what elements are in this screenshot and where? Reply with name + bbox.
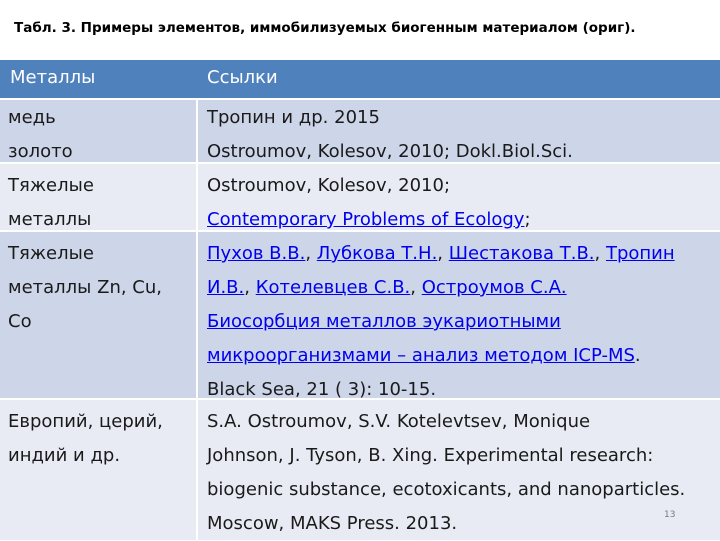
metal-name: медь — [8, 107, 56, 128]
reference-cell: Пухов В.В., Лубкова Т.Н., Шестакова Т.В., Тропин И.В., Котелевцев С.В., Остроумов С.А. Биосорбция металлов эукариотными микроорганизмами – анализ методом ICP-MS. Black Sea, 21 ( 3): 10-15. — [207, 237, 717, 407]
author-link[interactable]: Пухов В.В. — [207, 243, 306, 264]
author-link[interactable]: Остроумов С.А. — [421, 277, 567, 298]
metal-cell — [8, 169, 194, 237]
reference-cell — [207, 101, 717, 169]
metal-name: золото — [8, 141, 73, 162]
table-caption: Табл. 3. Примеры элементов, иммобилизуемых биогенным материалом (ориг). — [14, 20, 636, 36]
page-number: 13 — [664, 510, 676, 520]
reference-text: Ostroumov, Kolesov, 2010; Dokl.Biol.Sci. — [207, 141, 573, 162]
metal-cell — [8, 237, 194, 339]
metal-name: металлы Zn, Cu, — [8, 277, 162, 298]
metal-name: Европий, церий, — [8, 411, 163, 432]
author-link[interactable]: Тропин — [605, 243, 675, 264]
journal-link[interactable]: Contemporary Problems of Ecology — [207, 209, 525, 230]
reference-text: S.A. Ostroumov, S.V. Kotelevtsev, Monique — [207, 411, 591, 432]
reference-text: Ostroumov, Kolesov, 2010; — [207, 175, 451, 196]
reference-text: Black Sea, 21 ( 3): 10-15. — [207, 379, 437, 400]
metal-name: металлы — [8, 209, 92, 230]
metal-name: Co — [8, 311, 32, 332]
header-references: Ссылки — [207, 67, 278, 88]
metal-cell — [8, 405, 194, 473]
author-link[interactable]: Шестакова Т.В. — [448, 243, 595, 264]
column-divider — [196, 100, 198, 540]
paper-title-link[interactable]: Биосорбция металлов эукариотными — [207, 311, 561, 332]
metal-name: Тяжелые — [8, 243, 94, 264]
punctuation: ; — [524, 209, 531, 230]
author-link[interactable]: Лубкова Т.Н. — [316, 243, 438, 264]
reference-text: Moscow, MAKS Press. 2013. — [207, 513, 458, 534]
author-link[interactable]: Котелевцев С.В. — [255, 277, 411, 298]
metal-name: Тяжелые — [8, 175, 94, 196]
author-link[interactable]: И.В. — [207, 277, 245, 298]
reference-cell — [207, 405, 717, 541]
header-metals: Металлы — [10, 67, 96, 88]
reference-text: biogenic substance, ecotoxicants, and nanoparticles. — [207, 479, 686, 500]
metal-name: индий и др. — [8, 445, 121, 466]
metal-cell — [8, 101, 194, 169]
reference-cell — [207, 169, 717, 237]
table-header — [0, 60, 720, 98]
reference-text: Johnson, J. Tyson, B. Xing. Experimental research: — [207, 445, 654, 466]
reference-text: Тропин и др. 2015 — [207, 107, 380, 128]
paper-title-link[interactable]: микроорганизмами – анализ методом ICP-MS — [207, 345, 635, 366]
